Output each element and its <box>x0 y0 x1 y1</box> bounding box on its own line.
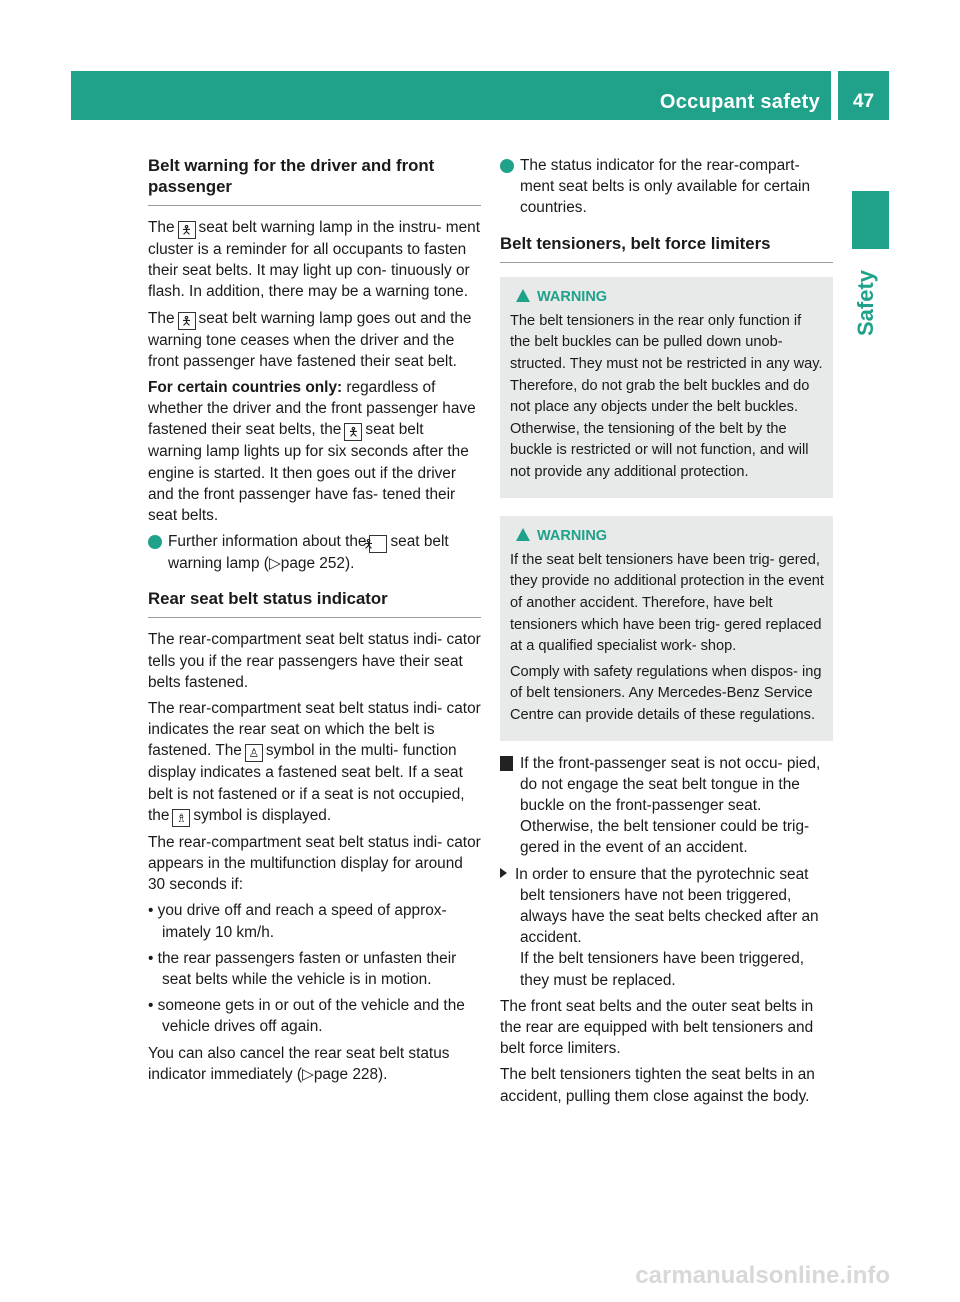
instruction-step: In order to ensure that the pyrotechnic seat belt tensioners have not been triggered, always have the seat belts checked after an accident. <box>500 864 833 949</box>
page-ref-link[interactable]: page 252). <box>280 555 355 573</box>
paragraph: The rear-compartment seat belt status indi- cator tells you if the rear passengers have their seat belts fastened. <box>148 631 481 691</box>
heading-belt-warning: Belt warning for the driver and front passenger <box>148 155 481 206</box>
paragraph: The 🯅 seat belt warning lamp goes out and the warning tone ceases when the driver and the front passenger have fastened their seat belt. <box>148 309 472 370</box>
info-icon: i <box>148 535 162 549</box>
paragraph: The 🯅 seat belt warning lamp in the instru- ment cluster is a reminder for all occupants to fasten their seat belts. It may light up con- tinuously or flash. In addition, there may be a warning tone. <box>148 219 480 301</box>
exclamation-icon: ! <box>500 756 513 771</box>
bullet-icon: • <box>148 997 158 1015</box>
paragraph: You can also cancel the rear seat belt status indicator immediately (▷page 228). <box>148 1044 450 1083</box>
paragraph: The front seat belts and the outer seat belts in the rear are equipped with belt tensioners and belt force limiters. <box>500 997 814 1058</box>
warning-text: Comply with safety regulations when dispos- ing of belt tensioners. Any Mercedes-Benz Service Centre can provide details of these regulations. <box>510 663 822 723</box>
left-column <box>142 155 481 1090</box>
list-item: • someone gets in or out of the vehicle and the vehicle drives off again. <box>148 997 465 1036</box>
seat-belt-icon: 🯅 <box>178 312 196 330</box>
info-icon: i <box>500 159 514 173</box>
list-item: • the rear passengers fasten or unfasten their seat belts while the vehicle is in motion. <box>148 949 457 989</box>
paragraph: The rear-compartment seat belt status indi- cator indicates the rear seat on which the belt is fastened. The ♙ symbol in the multi- function display indicates a fastened seat belt. If a seat belt is not fastened or if a seat is not occupied, the ♗ symbol is displayed. <box>148 700 481 825</box>
heading-rear-indicator: Rear seat belt status indicator <box>148 588 481 618</box>
bullet-icon: • <box>148 902 158 920</box>
warning-box <box>500 277 833 498</box>
step-arrow-icon <box>500 868 507 878</box>
seat-belt-icon: 🯅 <box>369 535 387 553</box>
paragraph: For certain countries only: regardless of whether the driver and the front passenger have fastened their seat belts, the 🯅 seat belt warning lamp lights up for six seconds after the engine is started. It then goes out if the driver and the front passenger have fas- tened their seat belts. <box>148 379 476 525</box>
watermark: carmanualsonline.info <box>635 1262 890 1289</box>
step-result: If the belt tensioners have been triggered, they must be replaced. <box>520 950 805 989</box>
seat-belt-icon: 🯅 <box>178 221 196 239</box>
page-ref-arrow-icon: ▷ <box>301 1065 314 1083</box>
heading-belt-tensioners: Belt tensioners, belt force limiters <box>500 233 833 263</box>
page-ref-link[interactable]: page 228). <box>313 1065 388 1083</box>
paragraph: The belt tensioners tighten the seat belts in an accident, pulling them close against the body. <box>500 1066 815 1105</box>
warning-triangle-icon <box>516 289 530 302</box>
seat-belt-unfastened-icon: ♗ <box>172 809 190 827</box>
right-column <box>494 155 833 1112</box>
list-item: • you drive off and reach a speed of approx- imately 10 km/h. <box>148 902 447 941</box>
warning-box <box>500 516 833 741</box>
paragraph: The rear-compartment seat belt status indi- cator appears in the multifunction display for around 30 seconds if: <box>148 833 481 894</box>
sidebar-tab-block <box>852 191 889 249</box>
warning-header: WARNING <box>510 526 825 547</box>
warning-text: If the seat belt tensioners have been trig- gered, they provide no additional protection in the event of another accident. Therefore, have belt tensioners which have been trig- gered replaced at a qualified specialist work- shop. <box>510 551 824 655</box>
sidebar-label: Safety <box>853 269 878 336</box>
seat-belt-icon: 🯅 <box>344 423 362 441</box>
bullet-icon: • <box>148 949 158 967</box>
page-ref-arrow-icon: ▷ <box>268 555 281 573</box>
seat-belt-fastened-icon: ♙ <box>245 744 263 762</box>
info-note: i The status indicator for the rear-compart- ment seat belts is only available for certain countries. <box>494 157 811 217</box>
warning-text: The belt tensioners in the rear only function if the belt buckles can be pulled down unob- structed. They must not be restricted in any way. Therefore, do not grab the belt buckles and do not place any objects under the belt buckles. Otherwise, the tensioning of the belt by the buckle is restricted or will not function, and will not provide any additional protection. <box>510 312 823 480</box>
info-note: i Further information about the🯅 seat belt warning lamp (▷page 252). <box>142 533 449 573</box>
warning-triangle-icon <box>516 528 530 541</box>
caution-note: ! If the front-passenger seat is not occu- pied, do not engage the seat belt tongue in the buckle on the front-passenger seat. Otherwise, the belt tensioner could be trig- gered in the event of an accident. <box>494 754 821 857</box>
page-number: 47 <box>838 71 889 120</box>
section-title: Occupant safety <box>659 91 820 113</box>
warning-header: WARNING <box>510 287 825 308</box>
